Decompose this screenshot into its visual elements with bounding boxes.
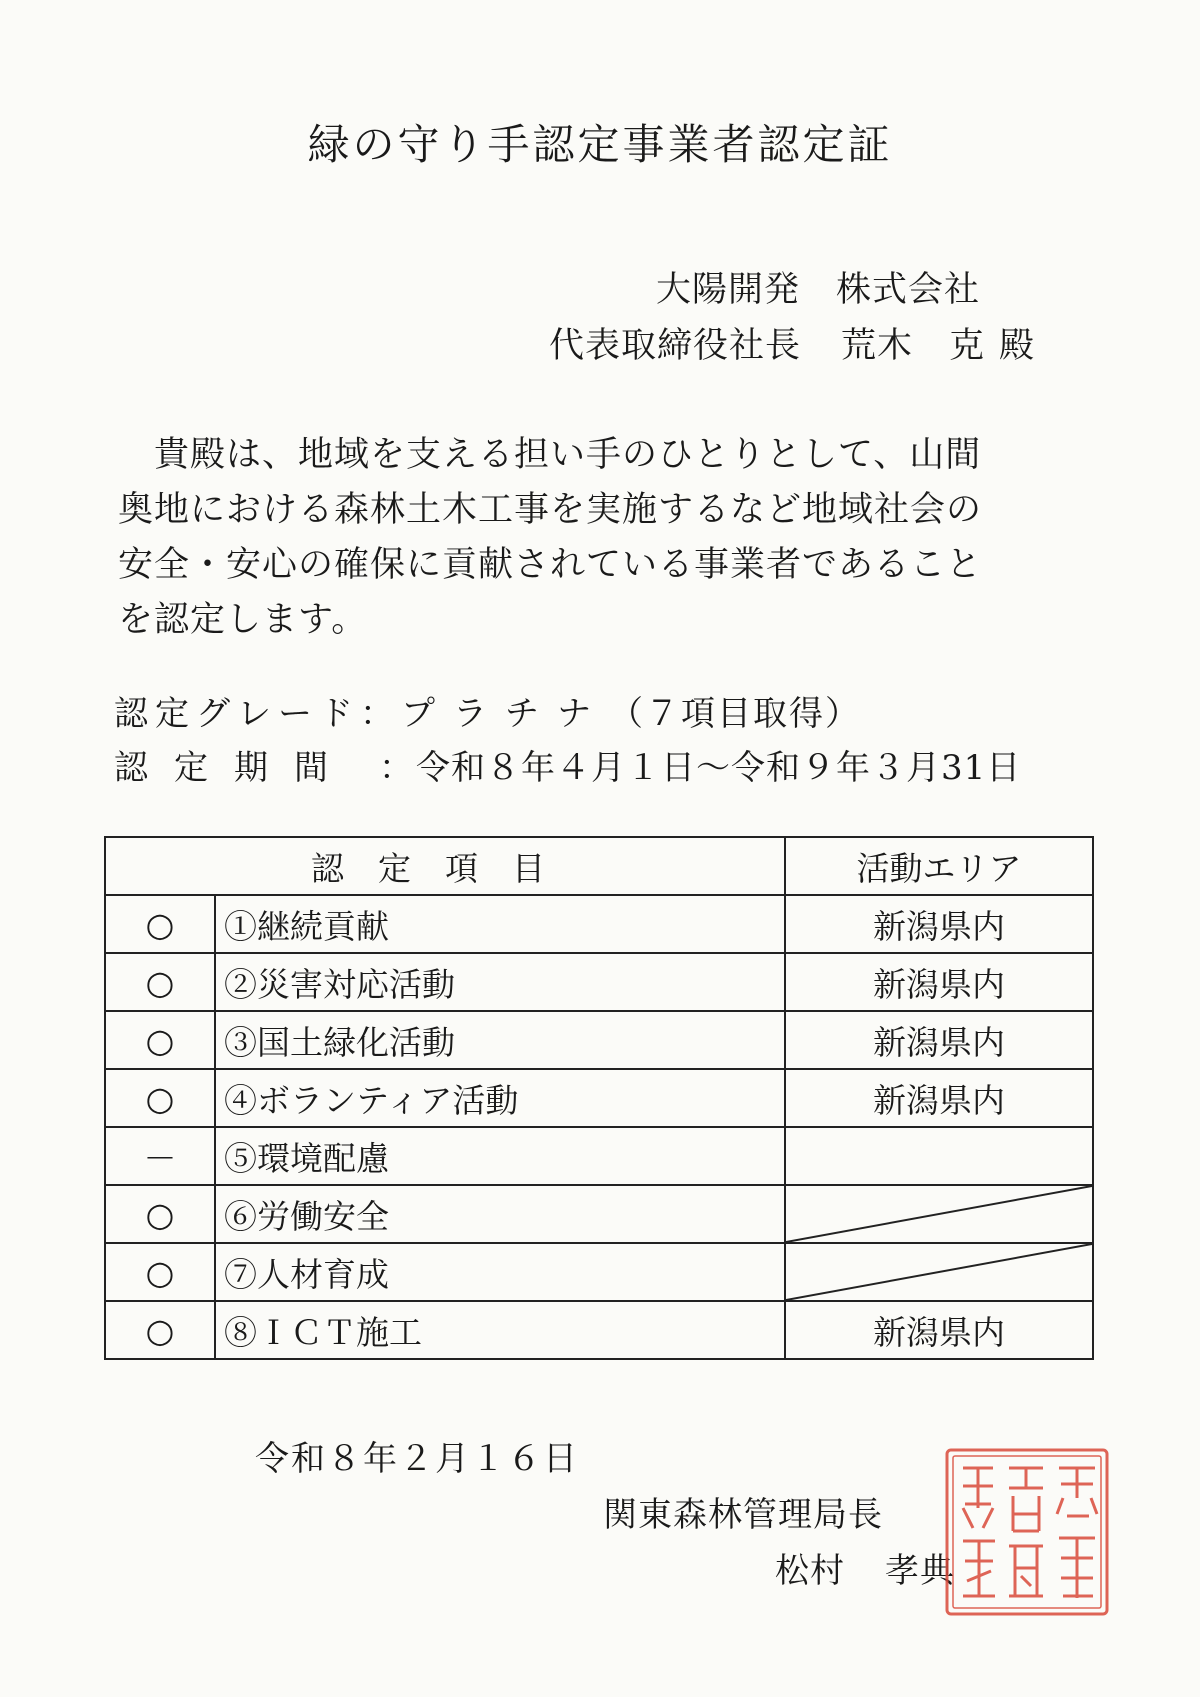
representative-name: 荒木 克 xyxy=(840,326,985,366)
body-line: 奥地における森林土木工事を実施するなど地域社会の xyxy=(118,490,983,530)
diagonal-slash xyxy=(786,1244,1092,1300)
grade-row xyxy=(114,686,861,735)
representative-title: 代表取締役社長 xyxy=(548,326,801,366)
table-row xyxy=(105,1185,1093,1243)
signer-family-name: 松村 xyxy=(775,1551,845,1591)
row-mark: ○ xyxy=(105,1011,215,1069)
official-seal-stamp xyxy=(943,1446,1111,1618)
header-area: 活動エリア xyxy=(785,837,1093,895)
body-line: を認定します。 xyxy=(118,600,368,640)
issuer-title: 関東森林管理局長 xyxy=(603,1495,883,1535)
grade-label: 認定グレード xyxy=(114,694,360,734)
row-area-slashed xyxy=(785,1185,1093,1243)
row-area: 新潟県内 xyxy=(785,1069,1093,1127)
row-item: ②災害対応活動 xyxy=(215,953,785,1011)
row-area: 新潟県内 xyxy=(785,1011,1093,1069)
row-item: ⑧ＩＣＴ施工 xyxy=(215,1301,785,1359)
row-mark: ○ xyxy=(105,1185,215,1243)
row-mark: ○ xyxy=(105,1069,215,1127)
row-area: 新潟県内 xyxy=(785,1301,1093,1359)
issue-date: 令和８年２月１６日 xyxy=(255,1439,579,1479)
grade-colon: ： xyxy=(360,694,401,734)
row-item: ⑥労働安全 xyxy=(215,1185,785,1243)
row-item: ③国土緑化活動 xyxy=(215,1011,785,1069)
certification-items-table xyxy=(104,836,1094,1360)
row-area xyxy=(785,1127,1093,1185)
period-row xyxy=(114,740,1021,789)
grade-value: プラチナ xyxy=(401,694,609,734)
grade-note: （７項目取得） xyxy=(609,694,861,734)
row-mark: ○ xyxy=(105,1243,215,1301)
recipient-company: 大陽開発 株式会社 xyxy=(655,270,980,310)
certificate-title: 緑の守り手認定事業者認定証 xyxy=(307,120,893,169)
diagonal-slash xyxy=(786,1186,1092,1242)
certificate-body xyxy=(118,428,1098,648)
row-area: 新潟県内 xyxy=(785,953,1093,1011)
row-mark: ○ xyxy=(105,953,215,1011)
row-area: 新潟県内 xyxy=(785,895,1093,953)
table-row xyxy=(105,1069,1093,1127)
row-area-slashed xyxy=(785,1243,1093,1301)
period-label: 認定期間 xyxy=(114,748,354,788)
row-item: ⑦人材育成 xyxy=(215,1243,785,1301)
row-item: ①継続貢献 xyxy=(215,895,785,953)
row-mark: ○ xyxy=(105,1301,215,1359)
body-line: 貴殿は、地域を支える担い手のひとりとして、山間 xyxy=(118,435,982,475)
row-item: ⑤環境配慮 xyxy=(215,1127,785,1185)
signer-given-name: 孝典 xyxy=(885,1551,955,1591)
honorific: 殿 xyxy=(998,326,1035,366)
table-row xyxy=(105,1127,1093,1185)
table-header-row xyxy=(105,837,1093,895)
table-row xyxy=(105,953,1093,1011)
header-item: 認定項目 xyxy=(105,837,785,895)
body-line: 安全・安心の確保に貢献されている事業者であること xyxy=(118,545,983,585)
row-item: ④ボランティア活動 xyxy=(215,1069,785,1127)
signer-name xyxy=(775,1543,955,1592)
table-row xyxy=(105,895,1093,953)
row-mark: ○ xyxy=(105,895,215,953)
table-row xyxy=(105,1301,1093,1359)
row-mark: － xyxy=(105,1127,215,1185)
period-colon: ： xyxy=(379,748,413,788)
recipient-representative xyxy=(549,318,1035,368)
table-row xyxy=(105,1243,1093,1301)
period-value: 令和８年４月１日～令和９年３月31日 xyxy=(416,748,1022,788)
table-row xyxy=(105,1011,1093,1069)
